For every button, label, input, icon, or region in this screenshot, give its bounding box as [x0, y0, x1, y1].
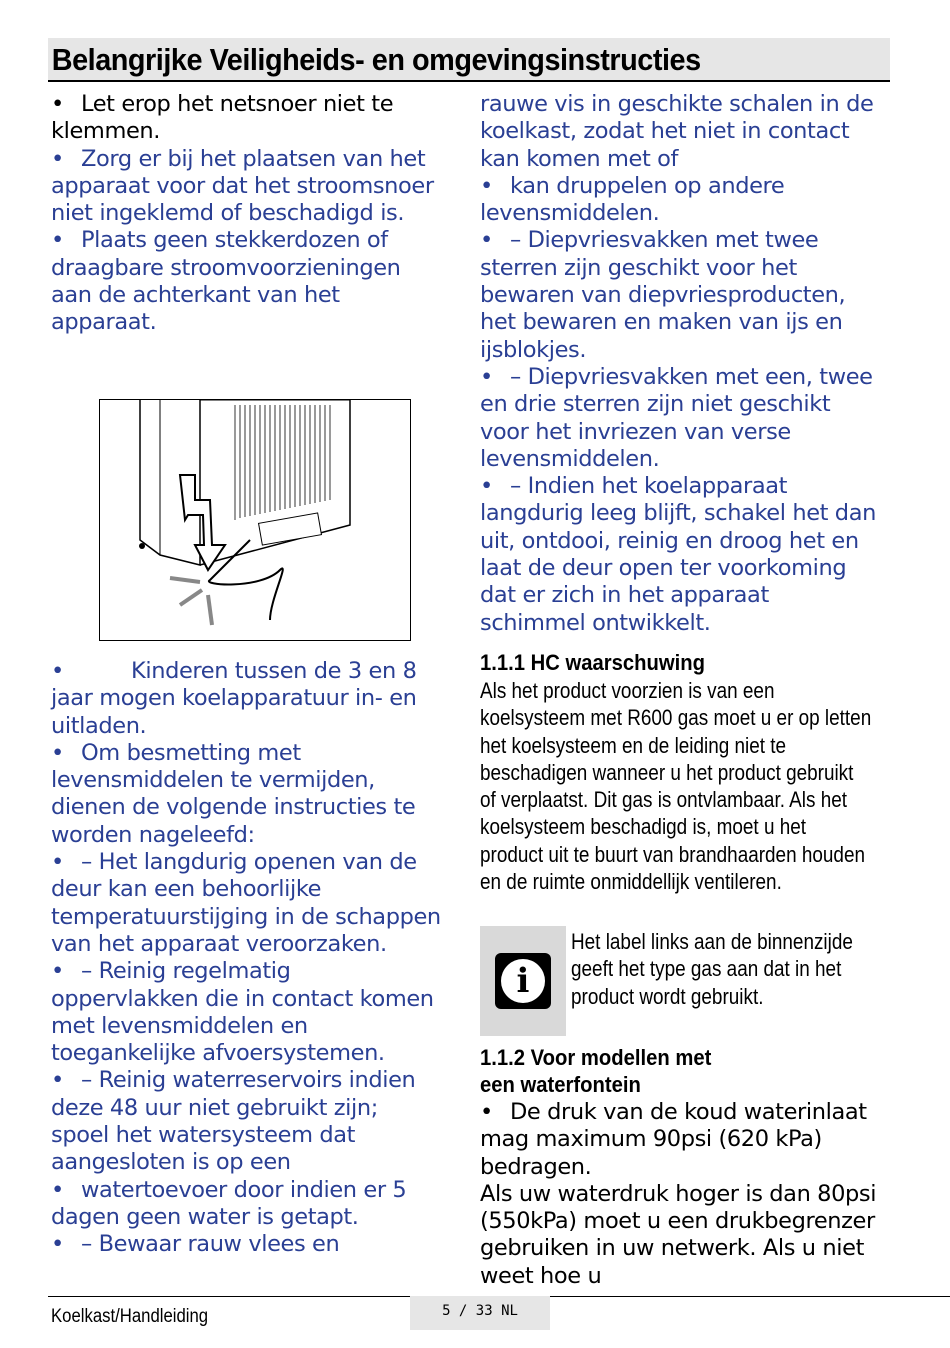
info-icon-box	[480, 926, 566, 1036]
instruction-dripping: • kan druppelen op andere levensmiddelen.	[480, 173, 880, 228]
right-column-bottom	[480, 1099, 880, 1290]
instruction-flush-water: • watertoevoer door indien er 5 dagen geen water is getapt.	[51, 1177, 441, 1232]
instruction-placement: • Zorg er bij het plaatsen van het apparaat voor dat het stroomsnoer niet ingeklemd of beschadigd is.	[51, 146, 441, 228]
power-cord-illustration	[99, 399, 411, 641]
left-column-top	[51, 91, 441, 337]
instruction-contamination: • Om besmetting met levensmiddelen te vermijden, dienen de volgende instructies te worden nageleefd:	[51, 740, 441, 849]
instruction-cord: • Let erop het netsnoer niet te klemmen.	[51, 91, 441, 146]
section-heading-water-line1: 1.1.2 Voor modellen met	[480, 1045, 712, 1070]
instruction-power-strips: • Plaats geen stekkerdozen of draagbare stroomvoorzieningen aan de achterkant van het apparaat.	[51, 227, 441, 336]
instruction-clean-reservoirs: • – Reinig waterreservoirs indien deze 48 uur niet gebruikt zijn; spoel het watersysteem dat aangesloten is op een	[51, 1067, 441, 1176]
water-pressure-max: • De druk van de koud waterinlaat mag maximum 90psi (620 kPa) bedragen.	[480, 1099, 880, 1181]
right-column-top	[480, 91, 880, 637]
page-header	[48, 38, 890, 82]
section-hc-body	[480, 677, 871, 895]
instruction-door-open: • – Het langdurig openen van de deur kan een behoorlijke temperatuurstijging in de schappen van het apparaat veroorzaken.	[51, 849, 441, 958]
page-title: Belangrijke Veiligheids- en omgevingsinstructies	[51, 42, 701, 77]
instruction-clean-surfaces: • – Reinig regelmatig oppervlakken die in contact komen met levensmiddelen en toegankelijke afvoersystemen.	[51, 958, 441, 1067]
footer-manual-name: Koelkast/Handleiding	[51, 1306, 209, 1327]
info-note-text: Het label links aan de binnenzijde geeft het type gas aan dat in het product wordt gebruikt.	[571, 929, 853, 1009]
instruction-children: • Kinderen tussen de 3 en 8 jaar mogen koelapparatuur in- en uitladen.	[51, 658, 441, 740]
instruction-two-star: • – Diepvriesvakken met twee sterren zijn geschikt voor het bewaren van diepvriesproducten, het bewaren en maken van ijs en ijsblokjes.	[480, 227, 880, 363]
instruction-one-two-three-star: • – Diepvriesvakken met een, twee en drie sterren zijn niet geschikt voor het invriezen van verse levensmiddelen.	[480, 364, 880, 473]
fridge-back-drawing	[100, 400, 410, 640]
instruction-empty-appliance: • – Indien het koelapparaat langdurig leeg blijft, schakel het dan uit, ontdooi, reinig en droog het en laat de deur open ter voorkoming dat er zich in het apparaat schimmel ontwikkelt.	[480, 473, 880, 637]
info-icon	[495, 953, 551, 1009]
section-heading-water-line2: een waterfontein	[480, 1072, 641, 1097]
water-pressure-limiter: Als uw waterdruk hoger is dan 80psi (550kPa) moet u een drukbegrenzer gebruiken in uw netwerk. Als u niet weet hoe u	[480, 1180, 877, 1289]
instruction-raw-fish: rauwe vis in geschikte schalen in de koelkast, zodat het niet in contact kan komen met of	[480, 91, 874, 172]
hc-warning-text: Als het product voorzien is van een koelsysteem met R600 gas moet u er op letten het koelsysteem en de leiding niet te beschadigen wanneer u het product gebruikt of verplaatst. Dit gas is ontvlambaar. Als het koelsysteem beschadigd is, moet u het product uit te buurt van brandhaarden houden en de ruimte onmiddellijk ventileren.	[480, 678, 872, 895]
left-column-bottom	[51, 658, 441, 1259]
info-note	[571, 928, 881, 1010]
page-number: 5 / 33 NL	[410, 1296, 550, 1330]
instruction-raw-meat: • – Bewaar rauw vlees en	[51, 1231, 441, 1258]
info-icon-glyph: i	[501, 959, 545, 1003]
section-heading-hc: 1.1.1 HC waarschuwing	[480, 650, 705, 675]
